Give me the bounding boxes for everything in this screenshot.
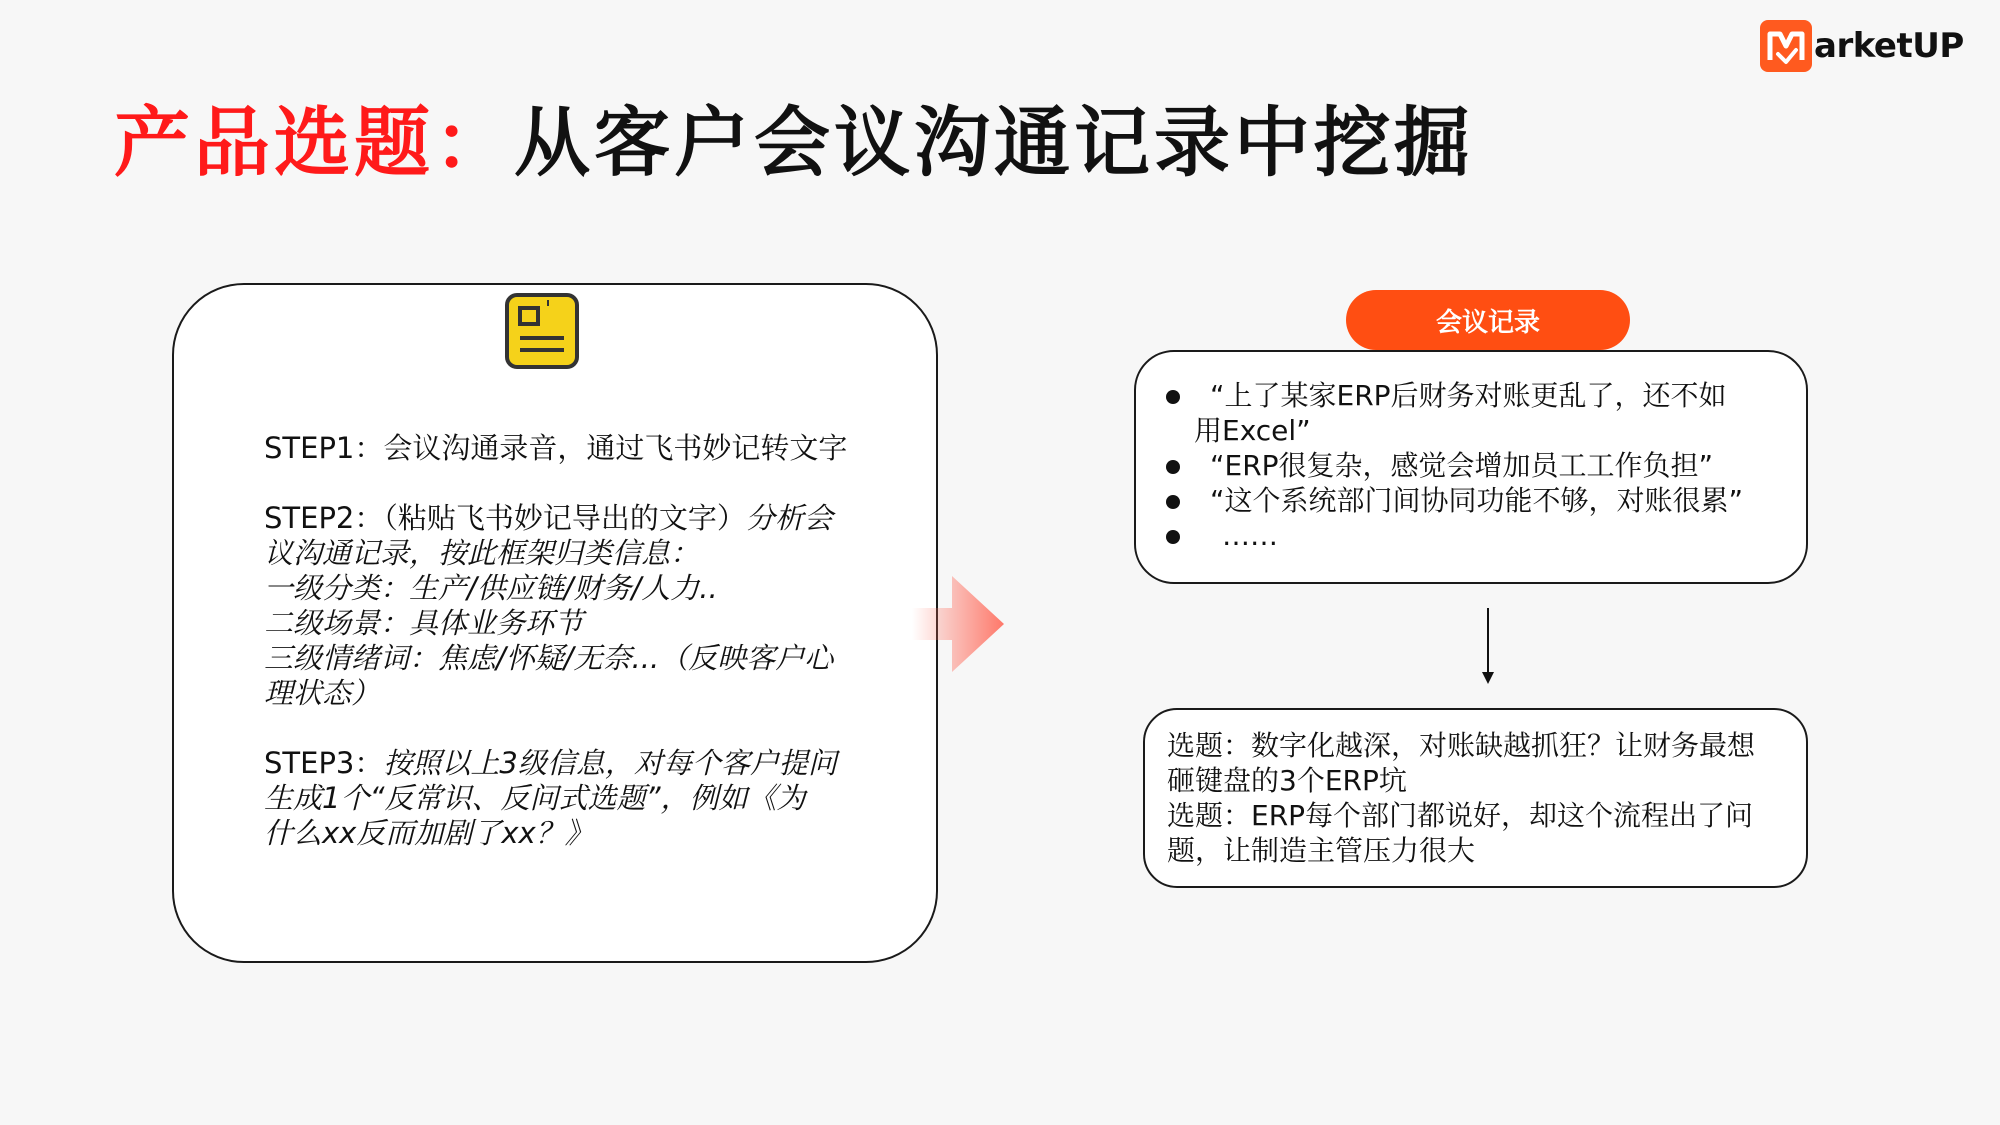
bullet-icon: [1166, 390, 1180, 404]
bullet-icon: [1166, 495, 1180, 509]
step3-prefix: STEP3：: [264, 746, 384, 780]
step2-line-1: [264, 501, 864, 536]
right-arrow-icon: [912, 576, 1004, 672]
step-3: [264, 746, 864, 851]
down-arrow-icon: [1480, 608, 1496, 686]
meeting-item-3: “这个系统部门间协同功能不够，对账很累”: [1210, 484, 1744, 517]
meeting-item-4: ……: [1222, 519, 1278, 552]
bullet-icon: [1166, 460, 1180, 474]
list-item: [1166, 448, 1796, 483]
step3-line-2: 生成1个“反常识、反问式选题”，例如《为: [264, 781, 806, 815]
steps-text: [264, 431, 864, 886]
list-item: [1166, 518, 1796, 553]
meeting-record-box: [1134, 350, 1808, 584]
meeting-item-1-cont: 用Excel”: [1194, 414, 1311, 447]
brand-logo: [1760, 20, 1964, 72]
title-black-part: 从客户会议沟通记录中挖掘: [514, 98, 1474, 187]
meeting-item-2: “ERP很复杂，感觉会增加员工工作负担”: [1210, 449, 1714, 482]
step3-line-3: 什么xx反而加剧了xx？》: [264, 816, 594, 850]
step1-line: STEP1：会议沟通录音，通过飞书妙记转文字: [264, 431, 848, 465]
step-1: [264, 431, 864, 466]
title-red-part: 产品选题：: [114, 98, 514, 187]
step-2: [264, 501, 864, 711]
meeting-item-1: “上了某家ERP后财务对账更乱了，还不如: [1210, 379, 1727, 412]
step2-line-3: 一级分类：生产/供应链/财务/人力..: [264, 571, 718, 605]
topic-line-2: 砸键盘的3个ERP坑: [1167, 764, 1407, 797]
step2-line-2: 议沟通记录，按此框架归类信息：: [264, 536, 700, 570]
topic-line-3: 选题：ERP每个部门都说好，却这个流程出了问: [1167, 799, 1754, 832]
steps-card: [172, 283, 938, 963]
list-item: [1166, 483, 1796, 518]
meeting-record-tag: 会议记录: [1346, 290, 1630, 350]
topic-line-4: 题，让制造主管压力很大: [1167, 834, 1476, 867]
list-item: [1166, 378, 1796, 448]
bullet-icon: [1166, 530, 1180, 544]
logo-m-icon: [1760, 20, 1812, 72]
logo-text: arketUP: [1814, 26, 1964, 66]
topic-box: [1143, 708, 1808, 888]
step3-italic-1: 按照以上3级信息，对每个客户提问: [383, 746, 837, 780]
meeting-record-list: [1166, 378, 1796, 553]
step2-line-6: 理状态）: [264, 676, 381, 710]
note-icon: [504, 292, 580, 370]
topic-text: [1167, 728, 1792, 868]
step2-line-5: 三级情绪词：焦虑/怀疑/无奈...（反映客户心: [264, 641, 834, 675]
topic-line-1: 选题：数字化越深，对账缺越抓狂？让财务最想: [1167, 729, 1756, 762]
step2-italic-1: 分析会: [745, 501, 833, 535]
step2-prefix: STEP2：（粘贴飞书妙记导出的文字）: [264, 501, 746, 535]
step2-line-4: 二级场景：具体业务环节: [264, 606, 584, 640]
page-title: [114, 82, 1474, 191]
step3-line-1: [264, 746, 864, 781]
